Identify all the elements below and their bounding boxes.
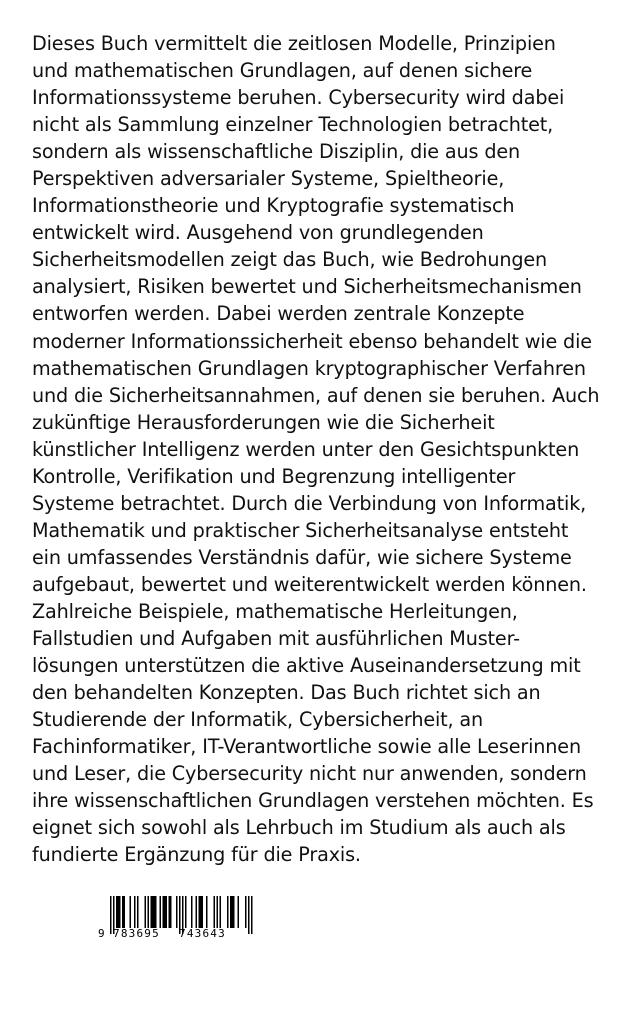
barcode-bar [202,896,204,928]
barcode-bar [238,896,240,928]
barcode-bar [214,896,216,928]
barcode-bar [151,896,153,928]
barcode-left-group: 783695 [113,927,160,940]
blurb-line: Fachinformatiker, IT-Verantwortliche sowie alle Leserinnen [32,735,581,759]
blurb-line: Studierende der Informatik, Cybersicherheit, an [32,708,484,732]
barcode-bar [148,896,150,928]
barcode-bar [206,896,208,928]
blurb-line: eignet sich sowohl als Lehrbuch im Studium als auch als [32,816,566,840]
barcode-bar [137,896,139,928]
blurb-line: Fallstudien und Aufgaben mit ausführlichen Muster- [32,627,520,651]
barcode-bar [116,896,118,928]
barcode-bar [155,896,157,928]
barcode-bar [217,896,219,928]
barcode-digits [96,927,256,941]
blurb-line: lösungen unterstützen die aktive Auseinandersetzung mit [32,654,581,678]
blurb-line: Mathematik und praktischer Sicherheitsanalyse entsteht [32,518,569,542]
blurb-line: Dieses Buch vermittelt die zeitlosen Modelle, Prinzipien [32,32,556,55]
barcode-bar [227,896,229,928]
barcode-bar [163,896,165,928]
blurb-line: Zahlreiche Beispiele, mathematische Herleitungen, [32,599,518,623]
barcode-bar [170,896,172,928]
blurb-line: moderner Informationssicherheit ebenso behandelt wie die [32,329,592,353]
blurb-line: nicht als Sammlung einzelner Technologien betrachtet, [32,113,554,137]
barcode-first-digit: 9 [98,927,105,940]
barcode-bar [199,896,201,928]
barcode-bar [160,896,162,928]
barcode-bar [145,896,147,928]
barcode-right-group: 743643 [179,927,226,940]
blurb-line: Informationssysteme beruhen. Cybersecurity wird dabei [32,86,565,110]
blurb-line: Informationstheorie und Kryptografie systematisch [32,194,515,218]
blurb-line: und die Sicherheitsannahmen, auf denen sie beruhen. Auch [32,383,600,407]
barcode-bar [230,896,232,928]
barcode-bar [134,896,136,928]
blurb-line: den behandelten Konzepten. Das Buch richtet sich an [32,681,541,705]
blurb-line: entworfen werden. Dabei werden zentrale Konzepte [32,302,525,326]
blurb-line: analysiert, Risiken bewertet und Sicherheitsmechanismen [32,275,582,299]
barcode-bar [154,896,156,928]
blurb-line: mathematischen Grundlagen kryptographischer Verfahren [32,356,586,380]
blurb-line: Systeme betrachtet. Durch die Verbindung von Informatik, [32,491,587,515]
barcode-bar [233,896,235,928]
barcode-bar [118,896,120,928]
barcode-bar [164,896,166,928]
barcode-bar [119,896,121,928]
barcode-bar [245,896,247,928]
blurb-line: Sicherheitsmodellen zeigt das Buch, wie Bedrohungen [32,248,548,272]
blurb-line: entwickelt wird. Ausgehend von grundlegenden [32,221,484,245]
blurb-line: sondern als wissenschaftliche Disziplin, die aus den [32,140,521,164]
barcode-bar [196,896,198,928]
barcode-bar [191,896,193,928]
barcode-bar [220,896,222,928]
blurb-line: ihre wissenschaftlichen Grundlagen verstehen möchten. Es [32,789,594,813]
blurb-line: Kontrolle, Verifikation und Begrenzung intelligenter [32,464,516,488]
blurb-line: zukünftige Herausforderungen wie die Sicherheit [32,410,495,434]
blurb-line: fundierte Ergänzung für die Praxis. [32,843,361,867]
back-cover-blurb [32,30,632,868]
blurb-line: künstlicher Intelligenz werden unter den Gesichtspunkten [32,437,580,461]
blurb-line: aufgebaut, bewertet und weiterentwickelt werden können. [32,572,587,596]
blurb-line: Perspektiven adversarialer Systeme, Spieltheorie, [32,167,505,191]
blurb-line: ein umfassendes Verständnis dafür, wie sichere Systeme [32,545,572,569]
barcode-bar [122,896,124,928]
blurb-line: und mathematischen Grundlagen, auf denen sichere [32,59,533,83]
barcode-bar [166,896,168,928]
barcode-bar [130,896,132,928]
barcode-bar [200,896,202,928]
barcode-bar [152,896,154,928]
barcode-bar [185,896,187,928]
barcode-bar [124,896,126,928]
isbn-barcode [96,896,256,948]
blurb-line: und Leser, die Cybersecurity nicht nur anwenden, sondern [32,762,587,786]
barcode-bar [176,896,178,928]
barcode-bar [169,896,171,928]
barcode-bar [232,896,234,928]
